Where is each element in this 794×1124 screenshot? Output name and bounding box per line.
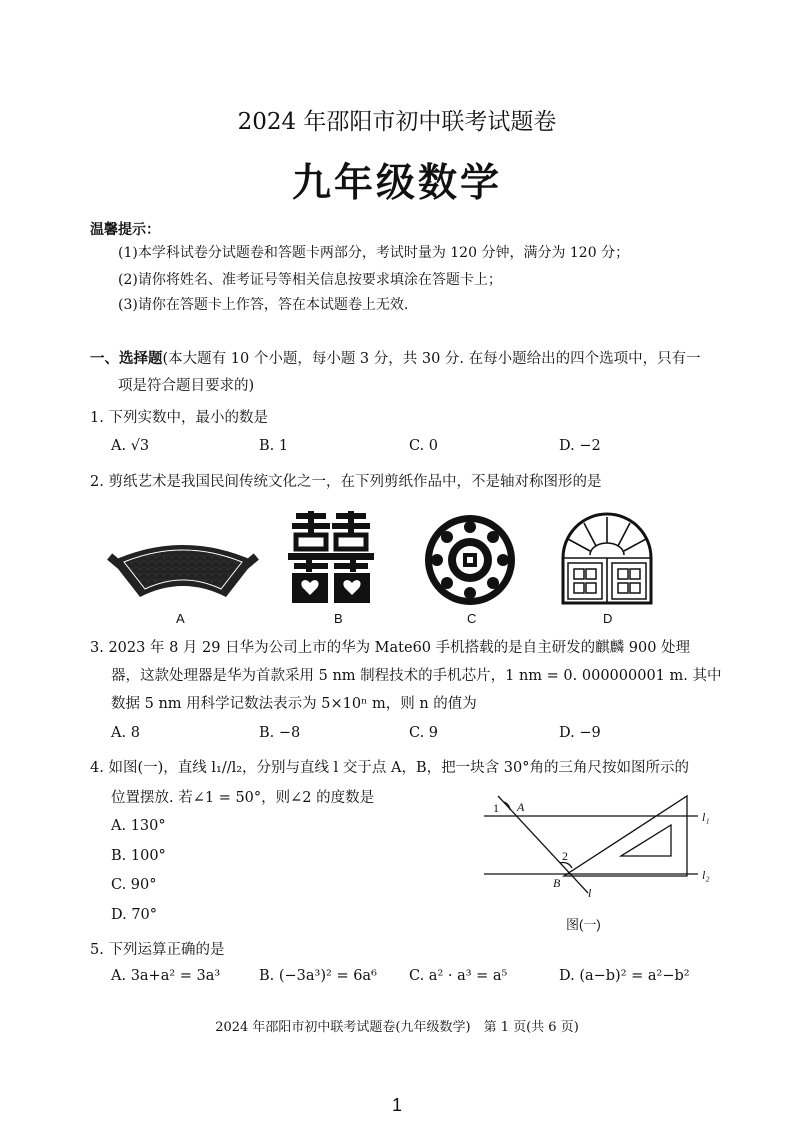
question-5 xyxy=(90,938,224,959)
subject-title: 九年级数学 xyxy=(291,160,502,206)
papercut-round-flower-figure xyxy=(423,513,517,607)
angle-2-label: 2 xyxy=(562,849,568,863)
page-footer: 2024 年邵阳市初中联考试题卷(九年级数学) 第 1 页(共 6 页) xyxy=(215,1020,579,1035)
q5-option-c: C. a² · a³ = a⁵ xyxy=(409,968,508,984)
q5-option-d: D. (a−b)² = a²−b² xyxy=(559,968,690,984)
question-number: 1. xyxy=(90,410,104,426)
page-number: 1 xyxy=(391,1095,402,1115)
section-desc-line1: (本大题有 10 个小题，每小题 3 分，共 30 分. 在每小题给出的四个选项中，只有一 xyxy=(162,351,701,367)
q3-option-b: B. −8 xyxy=(259,725,301,741)
question-2 xyxy=(90,470,601,491)
question-text-line2: 位置摆放. 若∠1 = 50°，则∠2 的度数是 xyxy=(111,790,375,806)
q4-option-a: A. 130° xyxy=(111,818,166,834)
question-text: 下列运算正确的是 xyxy=(108,942,225,958)
figure-label-a: A xyxy=(176,611,185,626)
q3-option-a: A. 8 xyxy=(111,725,140,741)
q1-option-a: A. √3 xyxy=(111,438,150,454)
question-number: 4. xyxy=(90,760,104,776)
q1-option-b: B. 1 xyxy=(259,438,289,454)
question-1 xyxy=(90,406,268,427)
angle-1-label: 1 xyxy=(493,801,499,815)
question-text: 剪纸艺术是我国民间传统文化之一，在下列剪纸作品中，不是轴对称图形的是 xyxy=(108,474,602,490)
question-number: 2. xyxy=(90,474,104,490)
q5-option-b: B. (−3a³)² = 6a⁶ xyxy=(259,968,377,984)
question-4 xyxy=(90,756,689,777)
tip-item-1: (1)本学科试卷分试题卷和答题卡两部分，考试时量为 120 分钟，满分为 120 分； xyxy=(118,245,630,261)
q4-option-d: D. 70° xyxy=(111,907,158,923)
question-3 xyxy=(90,636,690,657)
question-text: 下列实数中，最小的数是 xyxy=(108,410,268,426)
q4-option-c: C. 90° xyxy=(111,877,157,893)
question-text-line2: 器，这款处理器是华为首款采用 5 nm 制程技术的手机芯片，1 nm = 0. 000000001 m. 其中 xyxy=(111,668,722,684)
tip-item-3: (3)请你在答题卡上作答，答在本试题卷上无效. xyxy=(118,297,409,313)
point-b-label: B xyxy=(553,876,561,890)
figure-label-c: C xyxy=(467,611,477,626)
line-l1-label: l₁ xyxy=(702,810,710,824)
q4-option-b: B. 100° xyxy=(111,848,166,864)
line-l-label: l xyxy=(588,886,592,900)
question-text-line3: 数据 5 nm 用科学记数法表示为 5×10ⁿ m，则 n 的值为 xyxy=(111,696,477,712)
tip-item-2: (2)请你将姓名、准考证号等相关信息按要求填涂在答题卡上； xyxy=(118,272,502,288)
point-a-label: A xyxy=(517,800,525,814)
q5-option-a: A. 3a+a² = 3a³ xyxy=(111,968,221,984)
papercut-double-happiness-figure xyxy=(286,511,376,607)
exam-title: 2024 年邵阳市初中联考试题卷 xyxy=(237,109,557,135)
geometry-figure xyxy=(480,792,720,907)
figure-label-d: D xyxy=(603,611,613,626)
figure-label-b: B xyxy=(334,611,343,626)
question-text-line1: 如图(一)，直线 l₁//l₂，分别与直线 l 交于点 A，B，把一块含 30°角的三角尺按如图所示的 xyxy=(108,760,689,776)
question-text-line1: 2023 年 8 月 29 日华为公司上市的华为 Mate60 手机搭载的是自主研发的麒麟 900 处理 xyxy=(108,640,691,656)
papercut-window-figure xyxy=(560,513,654,605)
papercut-fan-figure xyxy=(108,535,258,605)
question-number: 5. xyxy=(90,942,104,958)
question-number: 3. xyxy=(90,640,104,656)
section-heading xyxy=(90,347,701,368)
q3-option-c: C. 9 xyxy=(409,725,439,741)
section-desc-line2: 项是符合题目要求的) xyxy=(118,378,255,394)
tips-heading: 温馨提示： xyxy=(90,222,160,238)
q1-option-d: D. −2 xyxy=(559,438,601,454)
line-l2-label: l₂ xyxy=(702,868,710,882)
section-title: 一、选择题 xyxy=(90,350,163,367)
q1-option-c: C. 0 xyxy=(409,438,439,454)
q3-option-d: D. −9 xyxy=(559,725,601,741)
figure-caption: 图(一) xyxy=(566,917,601,932)
